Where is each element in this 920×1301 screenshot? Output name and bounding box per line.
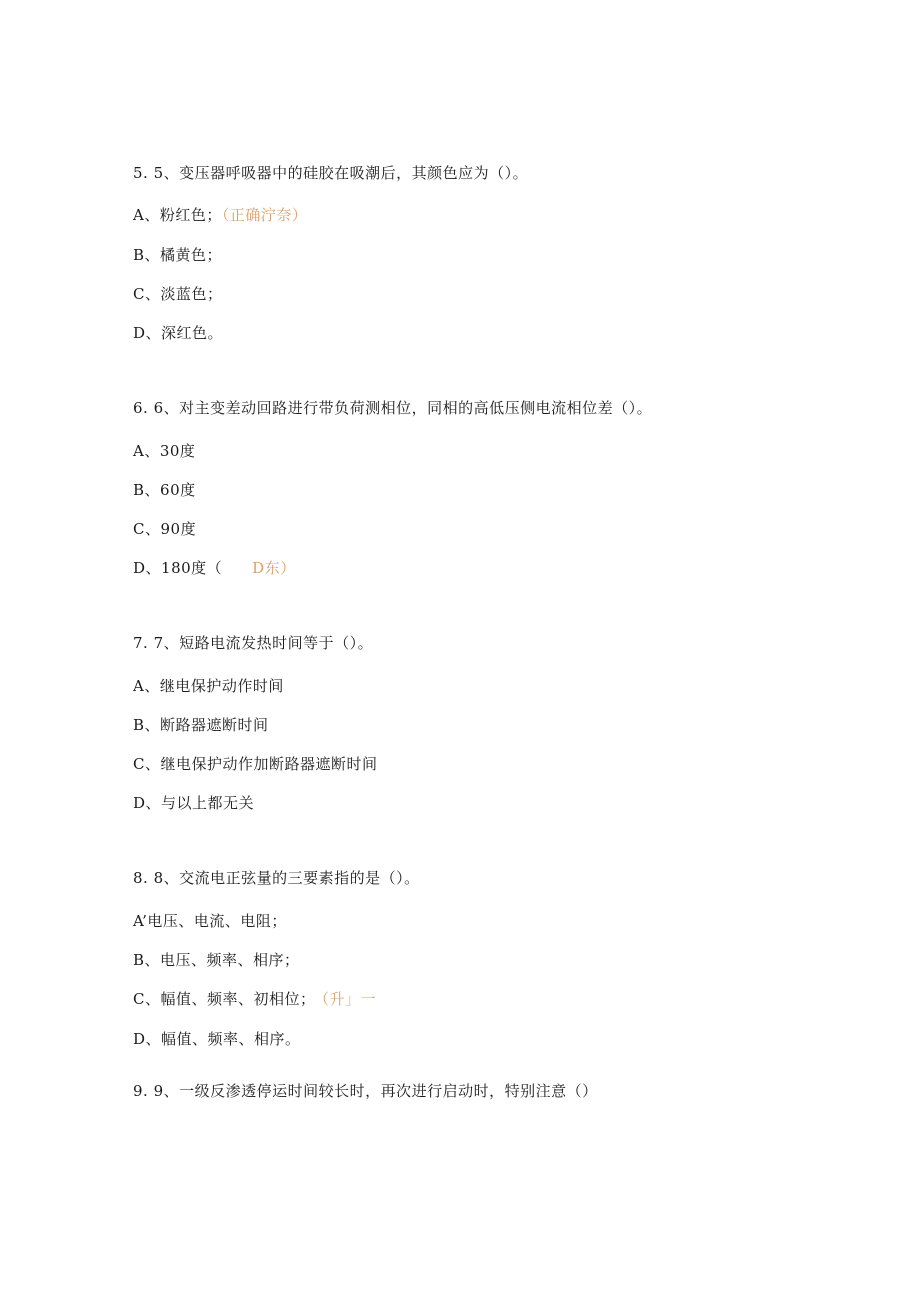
question-7-option-c: C、继电保护动作加断路器遮断时间: [133, 755, 378, 773]
question-8-stem: 8. 8、交流电正弦量的三要素指的是（）。: [133, 869, 420, 887]
question-9-stem: 9. 9、一级反渗透停运时间较长时，再次进行启动时，特别注意（）: [133, 1082, 598, 1100]
question-8-option-d: D、幅值、频率、相序。: [133, 1030, 301, 1048]
question-7-option-d: D、与以上都无关: [133, 794, 255, 812]
option-text: D、180度（: [133, 559, 223, 577]
question-5-stem: 5. 5、变压器呼吸器中的硅胶在吸潮后，其颜色应为（）。: [133, 164, 529, 182]
question-5-option-a: [133, 205, 307, 225]
question-6-option-d: [133, 558, 296, 578]
question-8-option-c: [133, 989, 376, 1009]
question-7-option-a: A、继电保护动作时间: [133, 677, 284, 695]
answer-mark: （升」一: [321, 990, 376, 1008]
answer-mark: D东）: [252, 559, 296, 577]
question-5-option-d: D、深红色。: [133, 324, 224, 342]
option-text: A、粉红色；: [133, 206, 222, 224]
answer-mark: （正确泞奈）: [221, 206, 308, 224]
question-5-option-c: C、淡蓝色；: [133, 285, 223, 303]
question-6-stem: 6. 6、对主变差动回路进行带负荷测相位，同相的高低压侧电流相位差（）。: [133, 399, 653, 417]
option-text: C、幅值、频率、初相位；: [133, 990, 316, 1008]
question-8-option-b: B、电压、频率、相序；: [133, 951, 300, 969]
question-7-option-b: B、断路器遮断时间: [133, 716, 269, 734]
question-6-option-c: C、90度: [133, 520, 197, 538]
question-8-option-a: A’电压、电流、电阻；: [133, 912, 287, 930]
question-6-option-a: A、30度: [133, 442, 196, 460]
question-7-stem: 7. 7、短路电流发热时间等于（）。: [133, 634, 374, 652]
question-5-option-b: B、橘黄色；: [133, 246, 223, 264]
question-6-option-b: B、60度: [133, 481, 196, 499]
